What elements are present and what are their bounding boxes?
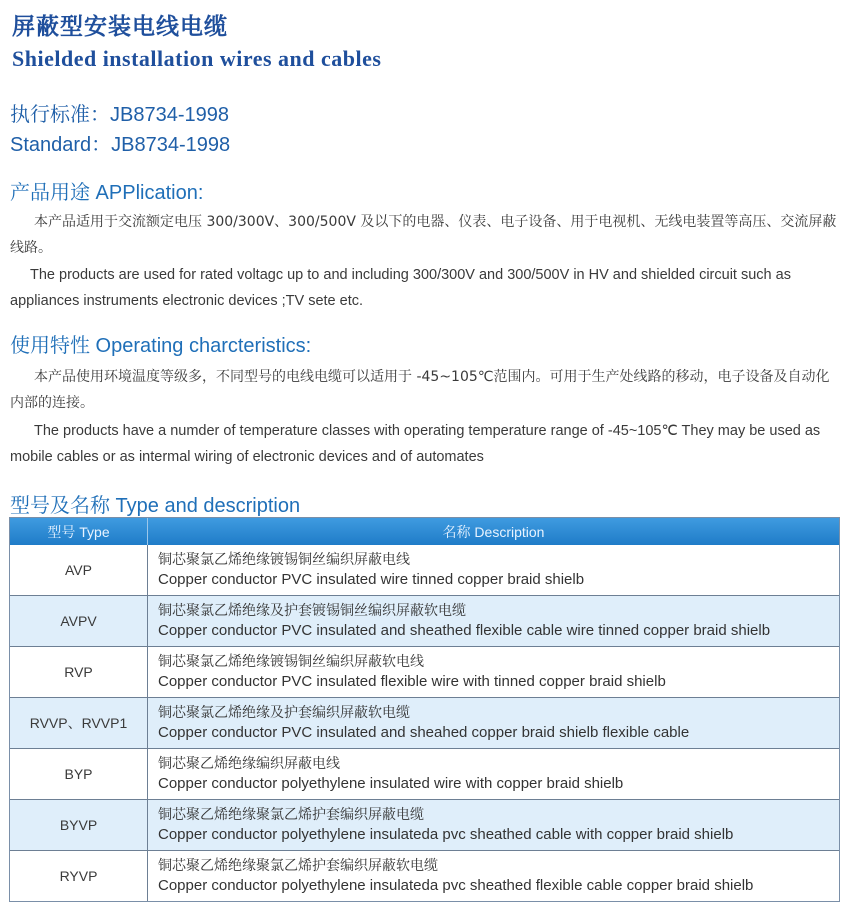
description-cn: 铜芯聚氯乙烯绝缘及护套编织屏蔽软电缆 xyxy=(158,705,410,721)
description-cell xyxy=(148,800,839,850)
table-row xyxy=(10,545,839,595)
table-row xyxy=(10,799,839,850)
table-header xyxy=(10,518,839,545)
type-cell: RVP xyxy=(10,647,148,697)
description-en: Copper conductor polyethylene insulateda pvc sheathed cable with copper braid shielb xyxy=(158,826,734,843)
table-row xyxy=(10,646,839,697)
type-table xyxy=(9,517,840,902)
type-cell: RVVP、RVVP1 xyxy=(10,698,148,748)
description-cn: 铜芯聚氯乙烯绝缘镀锡铜丝编织屏蔽软电线 xyxy=(158,654,424,670)
description-en: Copper conductor PVC insulated and sheahed copper braid shielb flexible cable xyxy=(158,724,690,741)
operating-text-en: The products have a numder of temperature classes with operating temperature range of -45~105℃ They may be used as mobile cables or as intermal wiring of electronic devices and of automates xyxy=(10,423,821,465)
application-heading: 产品用途 APPlication: xyxy=(10,182,204,204)
description-cell xyxy=(148,596,839,646)
type-cell: BYVP xyxy=(10,800,148,850)
description-en: Copper conductor polyethylene insulateda pvc sheathed flexible cable copper braid shielb xyxy=(158,877,754,894)
description-cell xyxy=(148,749,839,799)
page-title-en: Shielded installation wires and cables xyxy=(12,46,382,71)
description-en: Copper conductor PVC insulated and sheathed flexible cable wire tinned copper braid shielb xyxy=(158,622,771,639)
description-cn: 铜芯聚乙烯绝缘编织屏蔽电线 xyxy=(158,756,340,772)
description-cn: 铜芯聚氯乙烯绝缘及护套镀锡铜丝编织屏蔽软电缆 xyxy=(158,603,466,619)
operating-heading: 使用特性 Operating charcteristics: xyxy=(10,335,312,357)
type-cell: RYVP xyxy=(10,851,148,901)
description-cn: 铜芯聚乙烯绝缘聚氯乙烯护套编织屏蔽电缆 xyxy=(158,807,424,823)
description-cell xyxy=(148,545,839,595)
description-cn: 铜芯聚氯乙烯绝缘镀锡铜丝编织屏蔽电线 xyxy=(158,552,410,568)
column-header-type: 型号 Type xyxy=(10,518,148,545)
description-cell xyxy=(148,647,839,697)
application-text-en: The products are used for rated voltagc up to and including 300/300V and 300/500V in HV and shielded circuit such as appliances instruments electronic devices ;TV sete etc. xyxy=(10,267,791,309)
type-cell: AVPV xyxy=(10,596,148,646)
table-row xyxy=(10,748,839,799)
description-cell xyxy=(148,851,839,901)
page-title-cn: 屏蔽型安装电线电缆 xyxy=(12,13,228,40)
type-cell: AVP xyxy=(10,545,148,595)
table-row xyxy=(10,697,839,748)
description-cell xyxy=(148,698,839,748)
table-row xyxy=(10,595,839,646)
type-heading: 型号及名称 Type and description xyxy=(10,495,301,517)
type-cell: BYP xyxy=(10,749,148,799)
column-header-description: 名称 Description xyxy=(442,523,545,540)
description-en: Copper conductor PVC insulated wire tinned copper braid shielb xyxy=(158,571,585,588)
operating-text-cn: 本产品使用环境温度等级多，不同型号的电线电缆可以适用于 -45~105℃范围内。可用于生产处线路的移动，电子设备及自动化内部的连接。 xyxy=(10,369,830,411)
description-en: Copper conductor PVC insulated flexible wire with tinned copper braid shielb xyxy=(158,673,666,690)
standard-en: Standard：JB8734-1998 xyxy=(10,134,231,156)
standard-cn: 执行标准：JB8734-1998 xyxy=(10,104,229,126)
description-cn: 铜芯聚乙烯绝缘聚氯乙烯护套编织屏蔽软电缆 xyxy=(158,858,438,874)
description-en: Copper conductor polyethylene insulated wire with copper braid shielb xyxy=(158,775,624,792)
table-row xyxy=(10,850,839,901)
application-text-cn: 本产品适用于交流额定电压 300/300V、300/500V 及以下的电器、仪表、电子设备、用于电视机、无线电装置等高压、交流屏蔽线路。 xyxy=(10,214,837,256)
